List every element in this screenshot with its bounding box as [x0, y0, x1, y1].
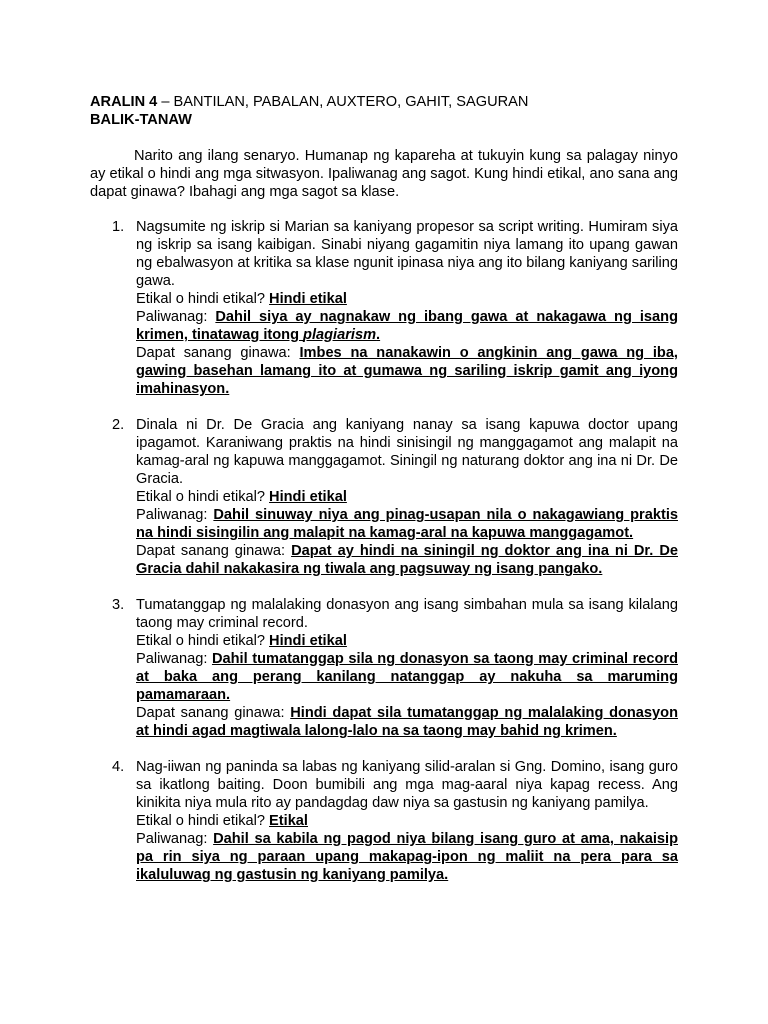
verdict-line: Etikal o hindi etikal? Etikal — [136, 813, 308, 829]
explanation-line: Paliwanag: Dahil tumatanggap sila ng donasyon sa taong may criminal record at baka ang perang kanilang natanggap ay nakuha sa maruming pamamaraan. — [136, 651, 678, 703]
emphasized-term: plagiarism — [303, 327, 377, 343]
list-item — [90, 416, 678, 578]
lesson-authors: – BANTILAN, PABALAN, AUXTERO, GAHIT, SAGURAN — [157, 94, 529, 110]
lesson-title — [90, 93, 690, 111]
should-have-line: Dapat sanang ginawa: Hindi dapat sila tumatanggap ng malalaking donasyon at hindi agad magtiwala lalong-lalo na sa taong may bahid ng krimen. — [136, 705, 678, 739]
explanation-answer: Dahil tumatanggap sila ng donasyon sa taong may criminal record at baka ang perang kanilang natanggap ay nakuha sa maruming pamamaraan. — [136, 651, 678, 703]
list-item — [90, 758, 678, 884]
should-have-line: Dapat sanang ginawa: Dapat ay hindi na siningil ng doktor ang ina ni Dr. De Gracia dahil nakakasira ng tiwala ang pagsuway ng isang pangako. — [136, 543, 678, 577]
verdict-answer: Hindi etikal — [269, 633, 347, 649]
explanation-line: Paliwanag: Dahil sa kabila ng pagod niya bilang isang guro at ama, nakaisip pa rin siya ng paraan upang makapag-ipon ng maliit na pera para sa ikaluluwag ng gastusin ng kaniyang pamilya. — [136, 831, 678, 883]
list-item — [90, 596, 678, 740]
should-have-answer: Imbes na nanakawin o angkinin ang gawa ng iba, gawing basehan lamang ito at gumawa ng sariling iskrip gamit ang iyong imahinasyon. — [136, 345, 678, 397]
should-have-answer: Dapat ay hindi na siningil ng doktor ang ina ni Dr. De Gracia dahil nakakasira ng tiwala ang pagsuway ng isang pangako. — [136, 543, 678, 577]
explanation-answer: Dahil sa kabila ng pagod niya bilang isang guro at ama, nakaisip pa rin siya ng paraan upang makapag-ipon ng maliit na pera para sa ikaluluwag ng gastusin ng kaniyang pamilya. — [136, 831, 678, 883]
section-title: BALIK-TANAW — [90, 112, 192, 128]
document-header — [90, 93, 690, 129]
lesson-label: ARALIN 4 — [90, 94, 158, 110]
item-number: 4. — [112, 759, 125, 775]
verdict-answer: Hindi etikal — [269, 291, 347, 307]
scenario-list — [90, 218, 678, 902]
item-number: 2. — [112, 417, 125, 433]
should-have-line: Dapat sanang ginawa: Imbes na nanakawin o angkinin ang gawa ng iba, gawing basehan lamang ito at gumawa ng sariling iskrip gamit ang iyong imahinasyon. — [136, 345, 678, 397]
scenario-text: Dinala ni Dr. De Gracia ang kaniyang nanay sa isang kapuwa doctor upang ipagamot. Karaniwang praktis na hindi sinisingil ng manggagamot ang malapit na kamag-aral ng kapuwa manggagamot. Siningil ng naturang doktor ang ina ni Dr. De Gracia. — [136, 417, 678, 487]
should-have-answer: Hindi dapat sila tumatanggap ng malalaking donasyon at hindi agad magtiwala lalong-lalo na sa taong may bahid ng krimen. — [136, 705, 678, 739]
item-number: 1. — [112, 219, 125, 235]
verdict-line: Etikal o hindi etikal? Hindi etikal — [136, 633, 347, 649]
verdict-line: Etikal o hindi etikal? Hindi etikal — [136, 291, 347, 307]
verdict-answer: Etikal — [269, 813, 308, 829]
verdict-answer: Hindi etikal — [269, 489, 347, 505]
item-number: 3. — [112, 597, 125, 613]
verdict-line: Etikal o hindi etikal? Hindi etikal — [136, 489, 347, 505]
list-item — [90, 218, 678, 398]
scenario-text: Tumatanggap ng malalaking donasyon ang isang simbahan mula sa isang kilalang taong may criminal record. — [136, 597, 678, 631]
intro-paragraph: Narito ang ilang senaryo. Humanap ng kapareha at tukuyin kung sa palagay ninyo ay etikal o hindi ang mga sitwasyon. Ipaliwanag ang sagot. Kung hindi etikal, ano sana ang dapat ginawa? Ibahagi ang mga sagot sa klase. — [90, 148, 678, 200]
explanation-answer: Dahil siya ay nagnakaw ng ibang gawa at nakagawa ng isang krimen, tinatawag itong plagiarism. — [136, 309, 678, 343]
explanation-answer: Dahil sinuway niya ang pinag-usapan nila o nakagawiang praktis na hindi sisingilin ang malapit na kamag-aral na kapuwa manggagamot. — [136, 507, 678, 541]
scenario-text: Nagsumite ng iskrip si Marian sa kaniyang propesor sa script writing. Humiram siya ng iskrip sa isang kaibigan. Sinabi niyang gagamitin niya lamang ito upang gawan ng ebalwasyon at kritika sa klase ngunit ipinasa niya ang ito bilang kaniyang sariling gawa. — [136, 219, 678, 289]
explanation-line: Paliwanag: Dahil siya ay nagnakaw ng ibang gawa at nakagawa ng isang krimen, tinatawag itong plagiarism. — [136, 309, 678, 343]
explanation-line: Paliwanag: Dahil sinuway niya ang pinag-usapan nila o nakagawiang praktis na hindi sisingilin ang malapit na kamag-aral na kapuwa manggagamot. — [136, 507, 678, 541]
scenario-text: Nag-iiwan ng paninda sa labas ng kaniyang silid-aralan si Gng. Domino, isang guro sa ikatlong baiting. Doon bumibili ang mga mag-aaral niya kapag recess. Ang kinikita niya mula rito ay pandagdag daw niya sa gastusin ng kaniyang pamilya. — [136, 759, 678, 811]
